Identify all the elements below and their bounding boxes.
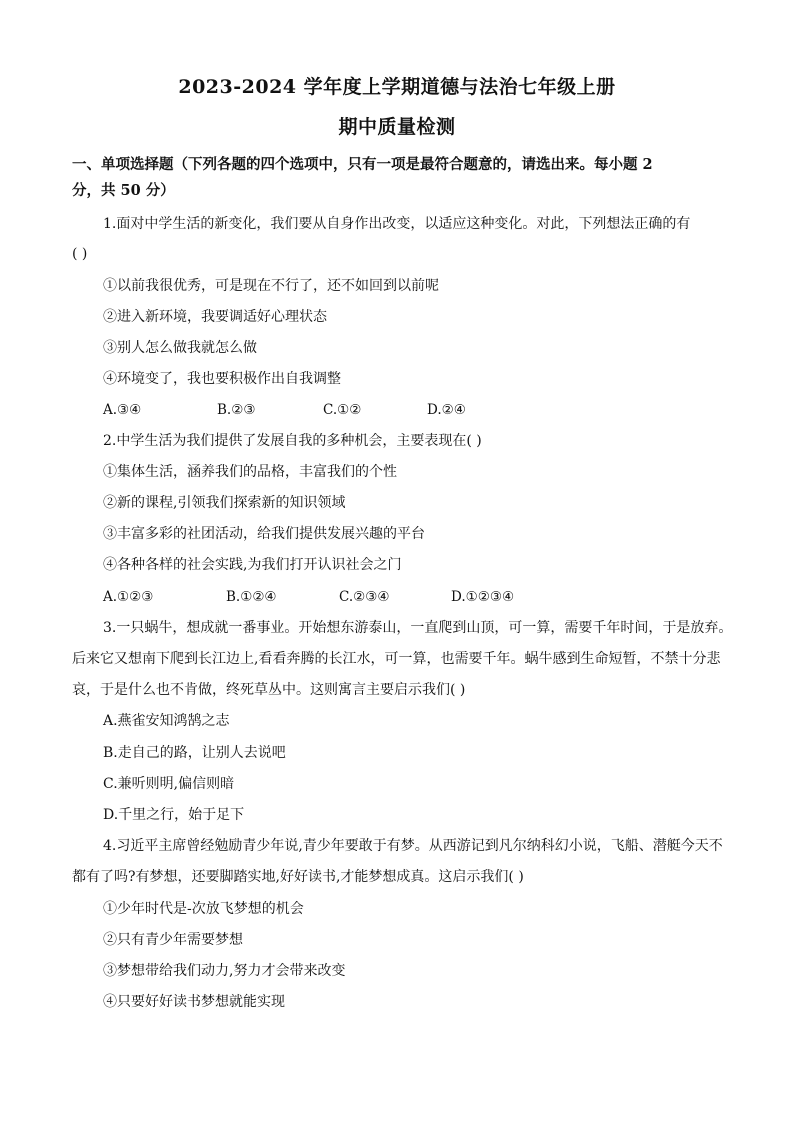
option-c: C.①② [323,402,362,418]
question-1-item: ③别人怎么做我就怎么做 [103,340,257,356]
question-3-option: B.走自己的路，让别人去说吧 [103,745,286,761]
question-4-item: ③梦想带给我们动力,努力才会带来改变 [103,963,346,979]
question-1-options [103,401,703,419]
question-3-stem-cont: 哀，于是什么也不肯做，终死草丛中。这则寓言主要启示我们( ) [72,682,466,698]
question-1-item: ①以前我很优秀，可是现在不行了，还不如回到以前呢 [103,278,439,294]
question-4-stem: 4.习近平主席曾经勉励青少年说,青少年要敢于有梦。从西游记到凡尔纳科幻小说，飞船、潜艇今天不 [103,838,723,854]
section-heading-cont: 分，共 50 分） [72,182,175,199]
option-d: D.①②③④ [451,589,515,605]
option-c: C.②③④ [339,589,390,605]
question-3-stem-cont: 后来它又想南下爬到长江边上,看看奔腾的长江水，可一算，也需要千年。蜗牛感到生命短暂，不禁十分悲 [72,651,721,667]
question-2-options [103,588,703,606]
question-3-option: D.千里之行，始于足下 [103,807,245,823]
question-2-item: ①集体生活，涵养我们的品格，丰富我们的个性 [103,464,397,480]
exam-subtitle: 期中质量检测 [338,116,456,138]
question-2-item: ③丰富多彩的社团活动，给我们提供发展兴趣的平台 [103,526,425,542]
question-4-item: ②只有青少年需要梦想 [103,932,243,948]
option-b: B.②③ [217,402,256,418]
question-1-item: ②进入新环境，我要调适好心理状态 [103,309,327,325]
question-1-stem: 1.面对中学生活的新变化，我们要从自身作出改变，以适应这种变化。对此，下列想法正确的有 [103,216,691,232]
section-heading: 一、单项选择题（下列各题的四个选项中，只有一项是最符合题意的，请选出来。每小题 2 [72,156,653,173]
question-3-option: A.燕雀安知鸿鹄之志 [103,713,230,729]
question-2-item: ④各种各样的社会实践,为我们打开认识社会之门 [103,557,402,573]
question-3-option: C.兼听则明,偏信则暗 [103,776,235,792]
exam-title: 2023-2024 学年度上学期道德与法治七年级上册 [178,76,616,98]
option-a: A.①②③ [103,589,154,605]
option-d: D.②④ [427,402,466,418]
question-1-item: ④环境变了，我也要积极作出自我调整 [103,371,341,387]
question-2-item: ②新的课程,引领我们探索新的知识领域 [103,495,346,511]
question-4-item: ①少年时代是-次放飞梦想的机会 [103,901,304,917]
question-4-item: ④只要好好读书梦想就能实现 [103,994,285,1010]
question-2-stem: 2.中学生活为我们提供了发展自我的多种机会，主要表现在( ) [103,433,482,449]
option-b: B.①②④ [226,589,277,605]
question-3-stem: 3.一只蜗牛，想成就一番事业。开始想东游泰山，一直爬到山顶，可一算，需要千年时间，于是放弃。 [103,620,733,636]
option-a: A.③④ [103,402,142,418]
question-1-stem-cont: ( ) [72,246,88,262]
question-4-stem-cont: 都有了吗?有梦想，还要脚踏实地,好好读书,才能梦想成真。这启示我们( ) [72,869,524,885]
